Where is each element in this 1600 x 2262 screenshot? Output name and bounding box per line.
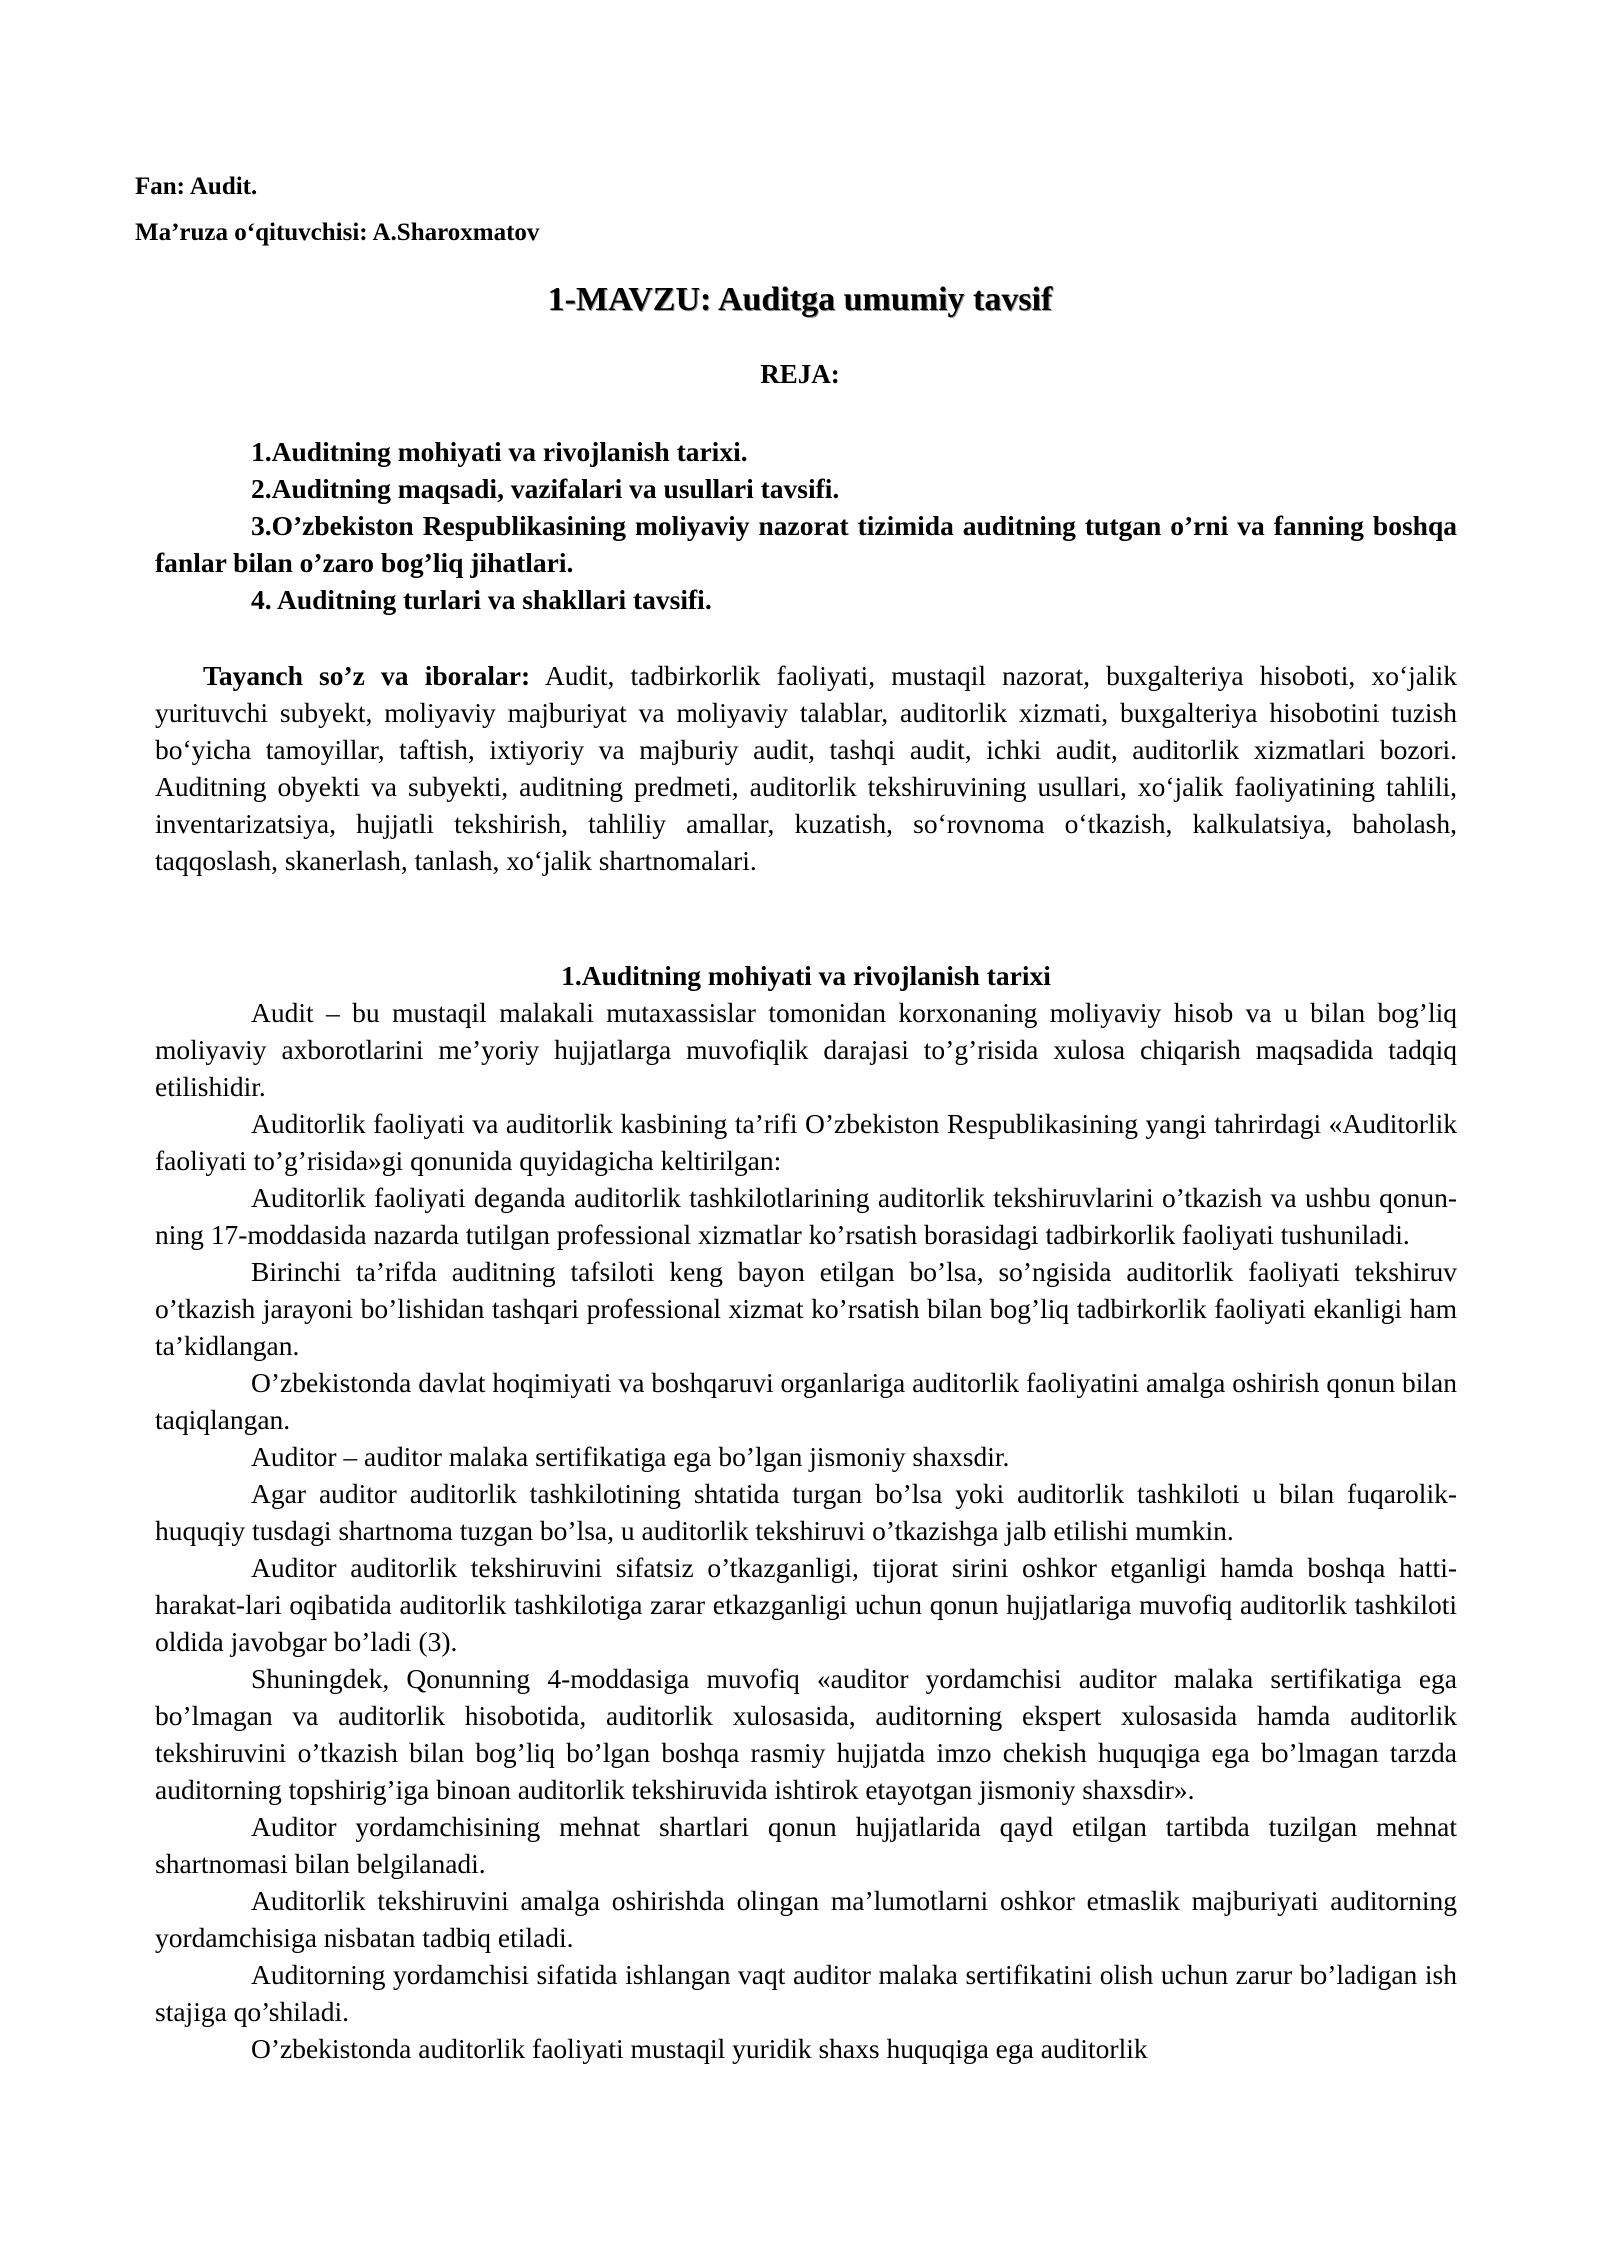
body-paragraph: O’zbekistonda auditorlik faoliyati mustaqil yuridik shaxs huquqiga ega auditorlik [251,2033,1148,2064]
document-title: 1-MAVZU: Auditga umumiy tavsif [547,281,1053,318]
body-paragraph: Audit – bu mustaqil malakali mutaxassislar tomonidan korxonaning moliyaviy hisob va u bilan bog’liq moliyaviy axborotlarini me’yoriy hujjatlarga muvofiqlik darajasi to’g’risida xulosa chiqarish maqsadida tadqiq etilishidir. [155,997,1457,1102]
body-paragraph: Auditorlik faoliyati va auditorlik kasbining ta’rifi O’zbekiston Respublikasining yangi tahrirdagi «Auditorlik faoliyati to’g’risida»gi qonunida quyidagicha keltirilgan: [155,1108,1457,1176]
plan-item-text: Auditning turlari va shakllari tavsifi. [271,584,712,615]
section-heading: 1.Auditning mohiyati va rivojlanish tarixi [561,960,1051,991]
body-paragraph: Auditorning yordamchisi sifatida ishlangan vaqt auditor malaka sertifikatini olish uchun zarur bo’ladigan ish stajiga qo’shiladi. [155,1959,1457,2027]
body-paragraph: Agar auditor auditorlik tashkilotining shtatida turgan bo’lsa yoki auditorlik tashkiloti u bilan fuqarolik-huquqiy tusdagi shartnoma tuzgan bo’lsa, u auditorlik tekshiruvi o’tkazishga jalb etilishi mumkin. [155,1478,1457,1546]
plan-item-text: Auditning maqsadi, vazifalari va usullari tavsifi. [271,473,840,504]
body-paragraph: Auditorlik tekshiruvini amalga oshirishda olingan ma’lumotlarni oshkor etmaslik majburiyati auditorning yordamchisiga nisbatan tadbiq etiladi. [155,1885,1457,1953]
plan-item [155,470,1457,507]
body-paragraph: Auditor auditorlik tekshiruvini sifatsiz o’tkazganligi, tijorat sirini oshkor etganligi hamda boshqa hatti-harakat-lari oqibatida auditorlik tashkilotiga zarar etkazganligi uchun qonun hujjatlariga muvofiq auditorlik tashkiloti oldida javobgar bo’ladi (3). [155,1552,1457,1657]
keywords-text: Audit, tadbirkorlik faoliyati, mustaqil nazorat, buxgalteriya hisoboti, xo‘jalik yurituvchi subyekt, moliyaviy majburiyat va moliyaviy talablar, auditorlik xizmati, buxgalteriya hisobotini tuzish bo‘yicha tamoyillar, taftish, ixtiyoriy va majburiy audit, tashqi audit, ichki audit, auditorlik xizmatlari bozori. Auditning obyekti va subyekti, auditning predmeti, auditorlik tekshiruvining usullari, xo‘jalik faoliyatining tahlili, inventarizatsiya, hujjatli tekshirish, tahliliy amallar, kuzatish, so‘rovnoma o‘tkazish, kalkulatsiya, baholash, taqqoslash, skanerlash, tanlash, xo‘jalik shartnomalari. [155,660,1458,876]
plan-item [155,433,1457,470]
lecturer-line: Ma’ruza o‘qituvchisi: A.Sharoxmatov [135,219,540,246]
body-paragraph: Auditorlik faoliyati deganda auditorlik tashkilotlarining auditorlik tekshiruvlarini o’tkazish va ushbu qonun-ning 17-moddasida nazarda tutilgan professional xizmatlar ko’rsatish borasidagi tadbirkorlik faoliyati tushuniladi. [155,1182,1457,1250]
plan-item-number: 2. [251,473,272,504]
body-paragraph: Shuningdek, Qonunning 4-moddasiga muvofiq «auditor yordamchisi auditor malaka sertifikatiga ega bo’lmagan va auditorlik hisobotida, auditorlik xulosasida, auditorning ekspert xulosasida hamda auditorlik tekshiruvini o’tkazish bilan bog’liq bo’lgan boshqa rasmiy hujjatda imzo chekish huquqiga ega bo’lmagan tarzda auditorning topshirig’iga binoan auditorlik tekshiruvida ishtirok etayotgan jismoniy shaxsdir». [155,1663,1457,1805]
plan-heading: REJA: [760,359,840,389]
body-paragraph: Birinchi ta’rifda auditning tafsiloti keng bayon etilgan bo’lsa, so’ngisida auditorlik faoliyati tekshiruv o’tkazish jarayoni bo’lishidan tashqari professional xizmat ko’rsatish bilan bog’liq tadbirkorlik faoliyati ekanligi ham ta’kidlangan. [155,1256,1457,1361]
subject-line: Fan: Audit. [135,173,258,200]
plan-item [155,581,1457,618]
page-bottom-margin [0,2175,1600,2262]
body-paragraph: O’zbekistonda davlat hoqimiyati va boshqaruvi organlariga auditorlik faoliyatini amalga oshirish qonun bilan taqiqlangan. [155,1367,1457,1435]
keywords-label: Tayanch so’z va iboralar: [203,660,531,691]
body-paragraph: Auditor yordamchisining mehnat shartlari qonun hujjatlarida qayd etilgan tartibda tuzilgan mehnat shartnomasi bilan belgilanadi. [155,1811,1457,1879]
plan-list [155,433,1457,618]
keywords-paragraph [155,657,1457,879]
plan-item-number: 4. [251,584,272,615]
plan-item [155,507,1457,581]
plan-item-text: Auditning mohiyati va rivojlanish tarixi. [271,436,748,467]
section-1 [155,957,1457,2067]
plan-item-number: 1. [251,436,272,467]
plan-item-text: O’zbekiston Respublikasining moliyaviy nazorat tizimida auditning tutgan o’rni va fanning boshqa fanlar bilan o’zaro bog’liq jihatlari. [155,510,1457,578]
body-paragraph: Auditor – auditor malaka sertifikatiga ega bo’lgan jismoniy shaxsdir. [251,1441,1010,1472]
plan-item-number: 3. [251,510,272,541]
